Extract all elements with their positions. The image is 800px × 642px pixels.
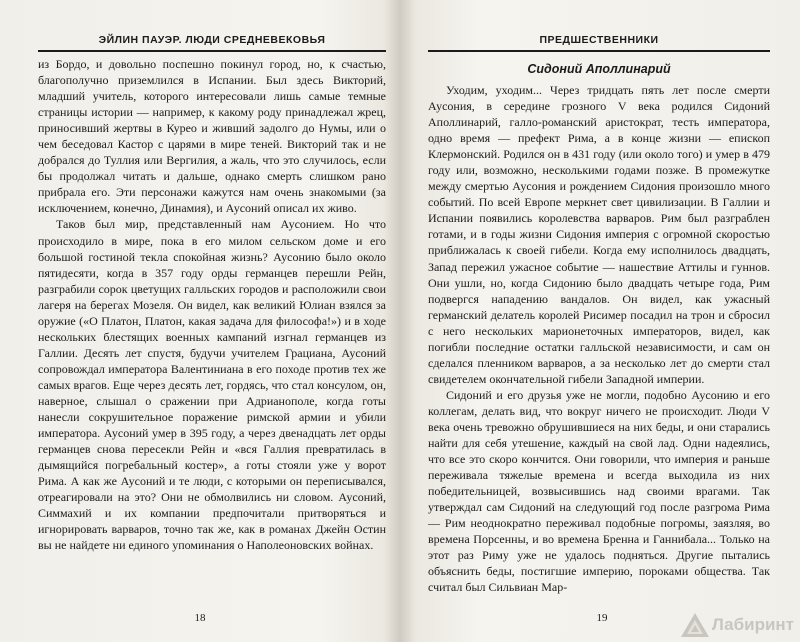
left-page-number: 18 <box>194 612 206 624</box>
right-running-head-text: ПРЕДШЕСТВЕННИКИ <box>539 34 659 46</box>
left-header-rule <box>38 50 386 52</box>
left-running-head-text: ЭЙЛИН ПАУЭР. ЛЮДИ СРЕДНЕВЕКОВЬЯ <box>98 34 326 46</box>
watermark <box>680 612 794 638</box>
right-page <box>404 0 800 642</box>
right-paragraph-1: Уходим, уходим... Через тридцать пять лет после смерти Аусония, в середине грозного V века родился Сидоний Аполлинарий, галло-романский аристократ, тесть императора, одно время — префект Рима, а в конце жизни — епископ Клермонский. Родился он в 431 году (или около того) и умер в 479 году или, возможно, несколькими годами позже. В промежутке между смертью Аусония и рождением Сидония произошло много событий. По всей Европе меркнет свет цивилизации. В Галлии и Испании появились королевства варваров. Рим был разграблен готами, и в годы жизни Сидония империя с огромной скоростью приближалась к своей гибели. Когда ему исполнилось двадцать, Запад пережил ужасное событие — нашествие Аттилы и гуннов. Они ушли, но, когда Сидонию было двадцать четыре года, Рим подвергся нападению вандалов. Он видел, как ужасный германский делатель королей Рисимер посадил на трон и сбросил с него нескольких марионеточных императоров, видел, как погибли последние остатки галльской независимости, и сам он сделался пленником варваров, а за несколько лет до смерти стал свидетелем окончательной гибели Западной империи. <box>428 83 770 386</box>
right-page-number: 19 <box>596 612 608 624</box>
right-paragraph-2: Сидоний и его друзья уже не могли, подобно Аусонию и его коллегам, делать вид, что вокруг ничего не происходит. Люди V века очень тревожно обрушившиеся на них беды, и они старались найти для себя утешение, каждый на свой лад. Одни надеялись, что все это скоро кончится. Они говорили, что империя и раньше переживала тяжелые времена и всегда выходила из них победительницей, возвысившись над своими врагами. Так утверждал сам Сидоний на следующий год после разгрома Рима — Рим неоднократно переживал подобные погромы, заязляя, во времена Порсенны, и во времена Бренна и Ганнибала... Только на этот раз Риму уже не удалось подняться. Другие пытались объяснить беды, постигшие империю, пороками общества. Так считал был Сильвиан Мар- <box>428 387 770 595</box>
right-running-head <box>428 30 770 56</box>
watermark-text: Лабиринт <box>711 615 794 634</box>
section-title: Сидоний Аполлинарий <box>527 62 671 76</box>
left-body-text <box>38 56 386 553</box>
right-header-rule <box>428 50 770 52</box>
left-running-head <box>38 30 386 56</box>
right-body-text <box>428 82 770 596</box>
left-paragraph-2: Таков был мир, представленный нам Аусонием. Но что происходило в мире, пока в его милом сельском доме и его большой гостиной текла спокойная жизнь? Аусонию было около пятидесяти, когда в 357 году орды германцев перешли Рейн, разграбили сорок цветущих галльских городов и расположили свои лагеря на берегах Мозеля. Он видел, как великий Юлиан взялся за оружие («О Платон, Платон, какая задача для философа!») и в ходе нескольких блестящих военных кампаний изгнал германцев из Галлии. Десять лет спустя, будучи учителем Грациана, Аусоний сопровождал императора Валентиниана в его походе против тех же самых врагов. Еще через десять лет, гордясь, что стал консулом, он, наверное, слышал о сражении при Адрианополе, когда готы нанесли сокрушительное поражение римской армии и убили императора. Аусоний умер в 395 году, а через двенадцать лет орды германцев снова пересекли Рейн и «вся Галлия превратилась в дымящийся погребальный костер», а готы стояли уже у ворот Рима. А как же Аусоний и те люди, с которыми он переписывался, отреагировали на это? Они не обмолвились ни словом. Аусоний, Симмахий и их компании предпочитали притворяться и игнорировать варваров, точно так же, как в романах Джейн Остин вы не найдете ни единого упоминания о Наполеоновских войнах. <box>38 217 386 553</box>
left-paragraph-1: из Бордо, и довольно поспешно покинул город, но, к счастью, благополучно приземлился в Испании. Был здесь Викторий, младший учитель, которого интересовали лишь самые темные страницы истории — например, к какому роду принадлежал жрец, приносивший жертвы в Курео и живший задолго до Нумы, или о чем беседовал Кастор с царями в мире теней. Викторий так и не добрался до Туллия или Вергилия, а жаль, что это случилось, если бы продолжал читать и дальше, однако смерть слишком рано прибрала его. Эти персонажи кажутся нам очень знакомыми (за исключением, конечно, Динамия), и Аусоний описал их живо. <box>38 57 386 216</box>
labyrinth-logo-icon <box>680 612 710 638</box>
